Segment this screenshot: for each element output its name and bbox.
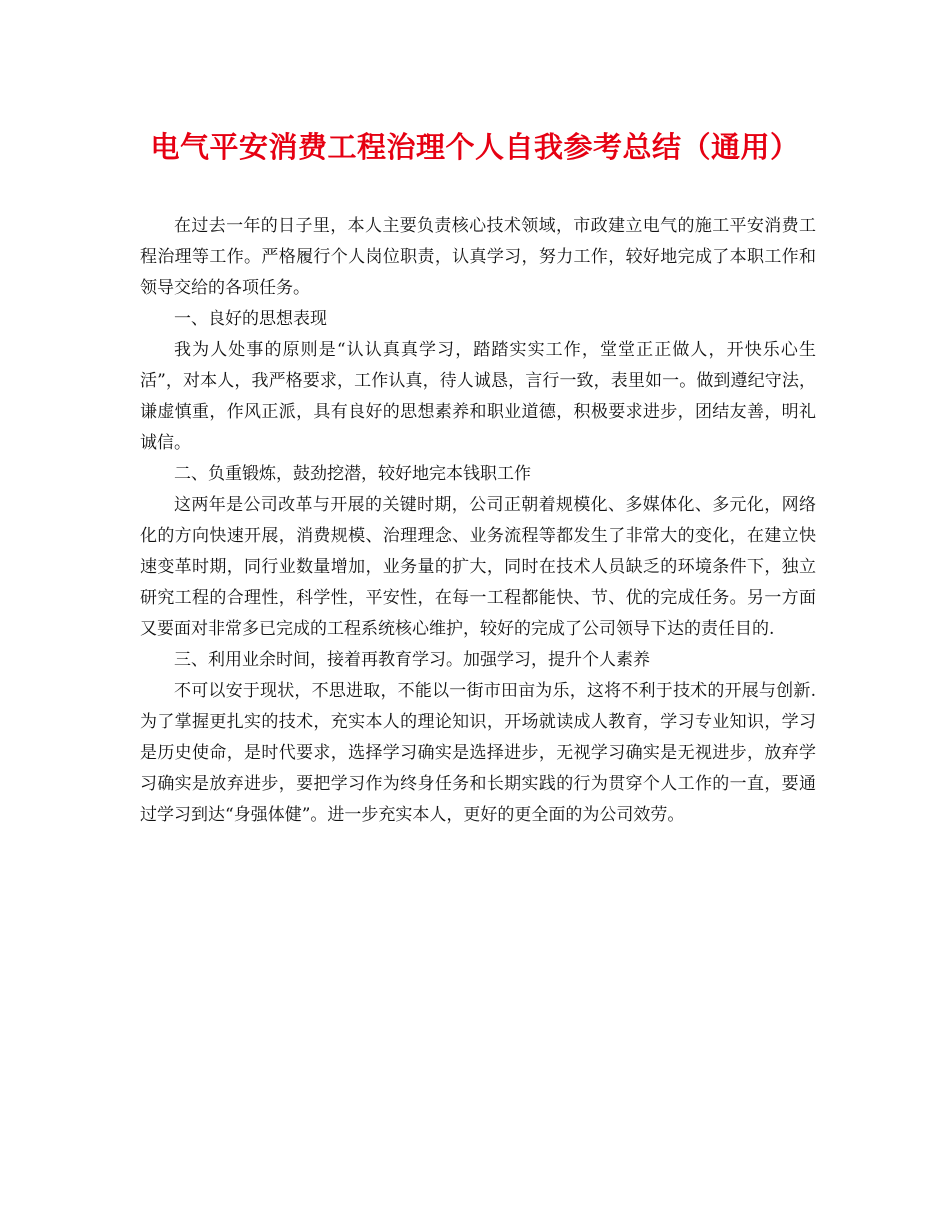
paragraph-intro: 在过去一年的日子里，本人主要负责核心技术领域，市政建立电气的施工平安消费工程治理等工作。严格履行个人岗位职责，认真学习，努力工作，较好地完成了本职工作和领导交给的各项任务。 — [140, 216, 816, 298]
section-heading-3: 三、利用业余时间，接着再教育学习。加强学习，提升个人素养 — [174, 650, 650, 670]
paragraph-section-3: 不可以安于现状，不思进取，不能以一街市田亩为乐，这将不利于技术的开展与创新.为了掌握更扎实的技术，充实本人的理论知识，开场就读成人教育，学习专业知识，学习是历史使命，是时代要求，选择学习确实是选择进步，无视学习确实是无视进步，放弃学习确实是放弃进步，要把学习作为终身任务和长期实践的行为贯穿个人工作的一直，要通过学习到达“身强体健”。进一步充实本人，更好的更全面的为公司效劳。 — [140, 681, 816, 825]
paragraph-section-1: 我为人处事的原则是“认认真真学习，踏踏实实工作，堂堂正正做人，开快乐心生活”，对本人，我严格要求，工作认真，待人诚恳，言行一致，表里如一。做到遵纪守法，谦虚慎重，作风正派，具有良好的思想素养和职业道德，积极要求进步，团结友善，明礼诚信。 — [140, 340, 816, 453]
document-body — [140, 211, 816, 831]
section-heading-2: 二、负重锻炼，鼓劲挖潜，较好地完本钱职工作 — [174, 464, 531, 484]
paragraph-section-2: 这两年是公司改革与开展的关键时期，公司正朝着规模化、多媒体化、多元化，网络化的方向快速开展，消费规模、治理理念、业务流程等都发生了非常大的变化，在建立快速变革时期，同行业数量增加，业务量的扩大，同时在技术人员缺乏的环境条件下，独立研究工程的合理性，科学性，平安性，在每一工程都能快、节、优的完成任务。另一方面又要面对非常多已完成的工程系统核心维护，较好的完成了公司领导下达的责任目的. — [140, 495, 816, 639]
section-heading-1: 一、良好的思想表现 — [174, 309, 327, 329]
document-title: 电气平安消费工程治理个人自我参考总结（通用） — [150, 130, 800, 164]
